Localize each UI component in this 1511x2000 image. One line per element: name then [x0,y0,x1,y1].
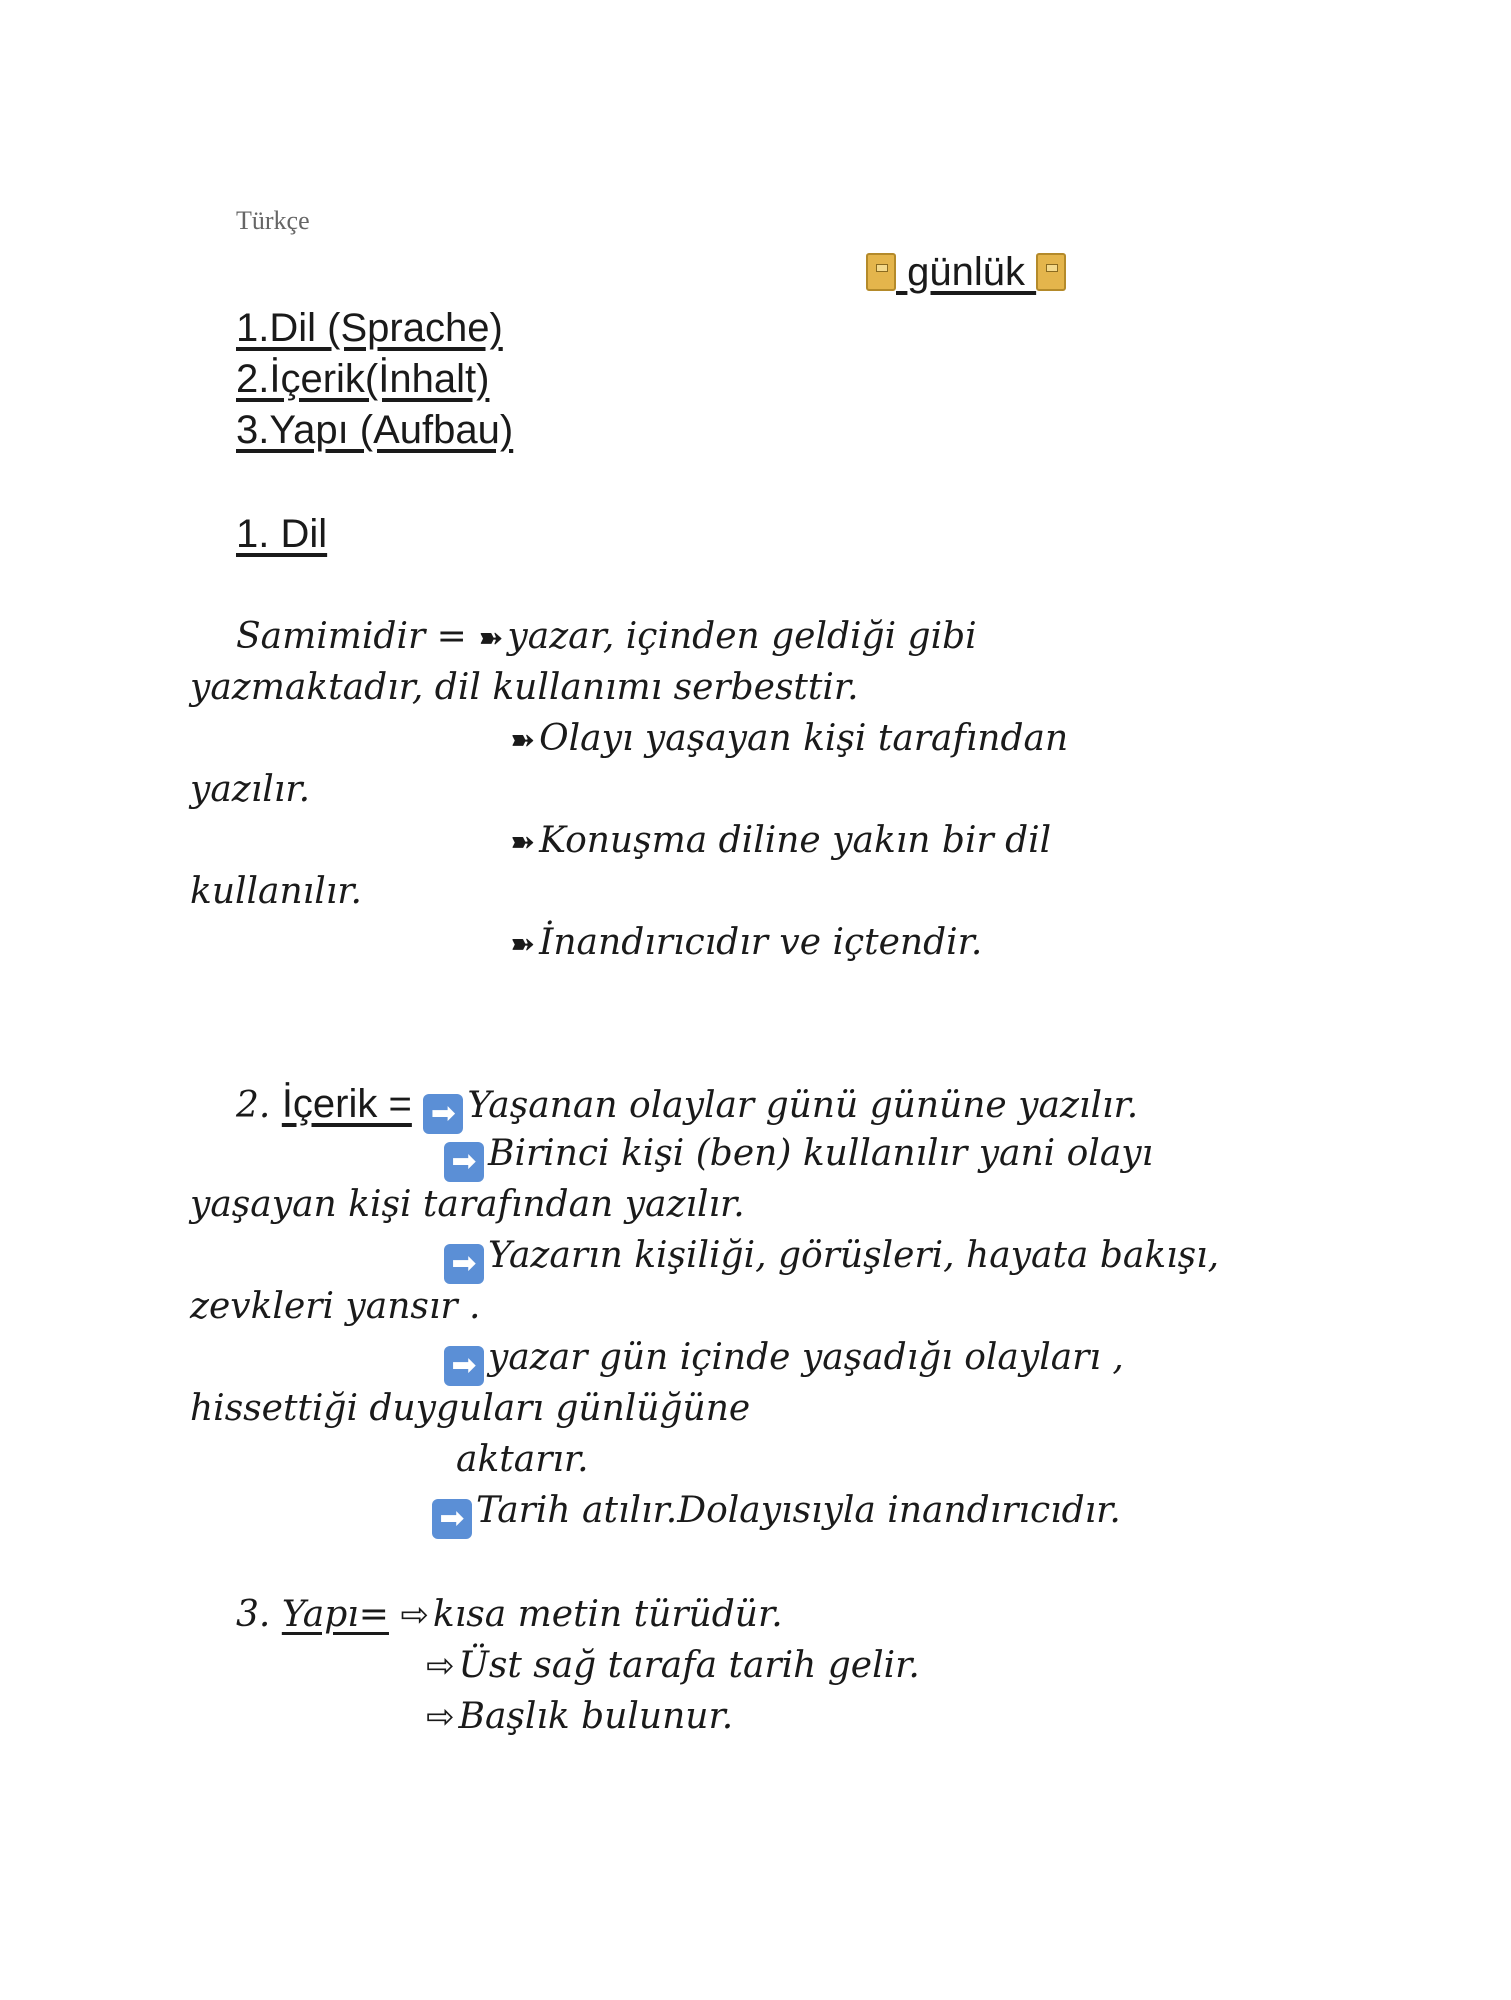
section2-line [444,1235,1219,1284]
section2-line [432,1490,1121,1539]
section1-line: yazmaktadır, dil kullanımı serbesttir. [190,667,859,708]
section3-text: Başlık bulunur. [458,1696,734,1737]
section1-line [510,718,1068,759]
toc-item-icerik: 2.İçerik(İnhalt) [236,357,490,401]
subject-label: Türkçe [236,206,310,235]
double-arrow-icon: ➽ [478,621,504,656]
section1-line: kullanılır. [190,871,362,912]
notebook-icon [866,253,896,291]
toc-item-yapi: 3.Yapı (Aufbau) [236,408,514,452]
section1-text: İnandırıcıdır ve içtendir. [539,922,983,963]
double-arrow-icon: ➽ [510,825,536,860]
section2-line: aktarır. [456,1439,589,1480]
section3-line [236,1594,783,1635]
page-title [866,250,1066,295]
outline-arrow-icon: ⇨ [400,1595,429,1635]
section1-line [236,616,977,657]
page-title-text: günlük [907,250,1025,294]
section3-text: Üst sağ tarafa tarih gelir. [458,1645,920,1686]
section3-line [426,1696,733,1737]
notebook-icon [1036,253,1066,291]
section2-line: yaşayan kişi tarafından yazılır. [190,1184,745,1225]
section2-text: yazar gün içinde yaşadığı olayları , [488,1337,1124,1378]
section2-text: Tarih atılır.Dolayısıyla inandırıcıdır. [476,1490,1121,1531]
right-arrow-icon: ➡ [432,1499,472,1539]
outline-arrow-icon: ⇨ [426,1697,455,1737]
section1-line [510,922,982,963]
section1-heading: 1. Dil [236,512,328,556]
section2-line [236,1082,1138,1134]
section1-text: Olayı yaşayan kişi tarafından [539,718,1069,759]
section2-text: Birinci kişi (ben) kullanılır yani olayı [488,1133,1154,1174]
section3-line [426,1645,920,1686]
right-arrow-icon: ➡ [444,1244,484,1284]
section3-text: kısa metin türüdür. [432,1594,783,1635]
section1-text: yazar, içinden geldiği gibi [507,616,977,657]
double-arrow-icon: ➽ [510,723,536,758]
section2-line [444,1337,1124,1386]
section3-heading: Yapı= [281,1594,389,1635]
outline-arrow-icon: ⇨ [426,1646,455,1686]
section2-text: Yazarın kişiliği, görüşleri, hayata bakışı, [488,1235,1220,1276]
section1-line [510,820,1051,861]
section1-line: yazılır. [190,769,311,810]
right-arrow-icon: ➡ [444,1346,484,1386]
section2-number: 2. [236,1085,271,1126]
section3-number: 3. [236,1594,271,1635]
toc-item-dil: 1.Dil (Sprache) [236,306,503,350]
right-arrow-icon: ➡ [444,1142,484,1182]
section2-line: zevkleri yansır . [190,1286,481,1327]
section2-line: hissettiği duyguları günlüğüne [190,1388,751,1429]
right-arrow-icon: ➡ [423,1094,463,1134]
section2-line [444,1133,1153,1182]
double-arrow-icon: ➽ [510,927,536,962]
section2-heading: İçerik = [281,1082,412,1126]
section1-text: Konuşma diline yakın bir dil [539,820,1052,861]
section1-label: Samimidir = [236,616,467,657]
section2-text: Yaşanan olaylar günü gününe yazılır. [467,1085,1139,1126]
